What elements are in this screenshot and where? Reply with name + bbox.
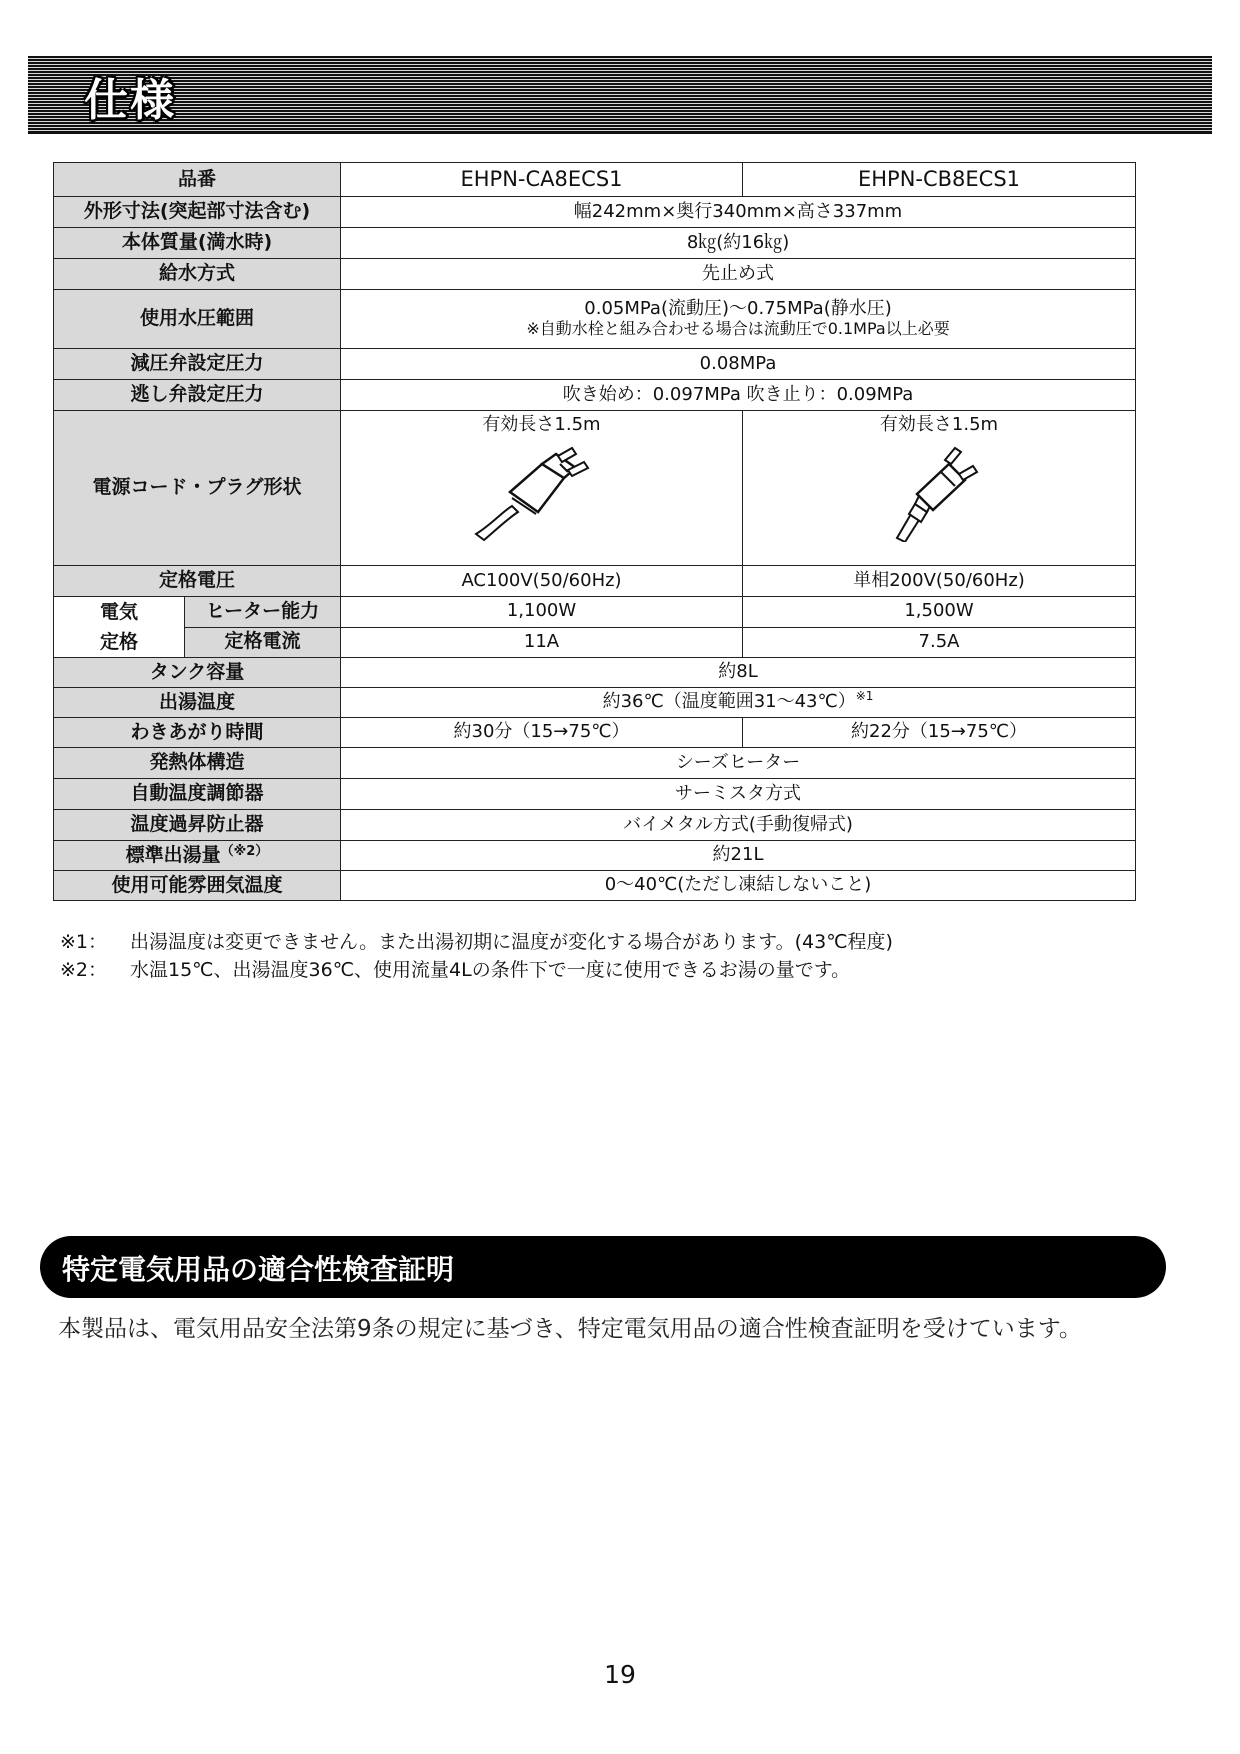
- footnote-mark: （※2）: [220, 843, 269, 859]
- footnote-marker: ※2：: [60, 959, 108, 981]
- row-value: サーミスタ方式: [341, 779, 1136, 810]
- row-value: [341, 688, 1136, 718]
- row-value-b: 7.5A: [743, 627, 1136, 658]
- footnote-text: 出湯温度は変更できません。また出湯初期に温度が変化する場合があります。(43℃程度): [130, 931, 893, 953]
- section-title: 特定電気用品の適合性検査証明: [62, 1253, 455, 1286]
- table-row: [54, 228, 1136, 259]
- footnotes: [60, 928, 893, 984]
- footnote-mark: ※1: [855, 689, 874, 704]
- model-b: EHPN-CB8ECS1: [743, 163, 1136, 197]
- row-label: [54, 841, 341, 871]
- table-row: [54, 871, 1136, 901]
- row-value: 先止め式: [341, 259, 1136, 290]
- page-title: 仕様: [84, 75, 176, 126]
- row-value-b: 約22分（15→75℃）: [743, 718, 1136, 748]
- table-row: [54, 411, 1136, 566]
- row-value: 吹き始め：0.097MPa 吹き止り：0.09MPa: [341, 380, 1136, 411]
- row-label: 定格電流: [185, 627, 341, 658]
- table-row: [54, 259, 1136, 290]
- row-value-a: 約30分（15→75℃）: [341, 718, 743, 748]
- row-label: 電源コード・プラグ形状: [54, 411, 341, 566]
- footnote-text: 水温15℃、出湯温度36℃、使用流量4Lの条件下で一度に使用できるお湯の量です。: [130, 959, 851, 981]
- row-value-b: 1,500W: [743, 597, 1136, 628]
- row-label: 外形寸法(突起部寸法含む): [54, 197, 341, 228]
- group-label-line1: 電気: [99, 601, 138, 623]
- table-row: [54, 718, 1136, 748]
- row-label: 出湯温度: [54, 688, 341, 718]
- section-header: [40, 1236, 1166, 1298]
- spec-table: [53, 162, 1136, 901]
- row-label: 自動温度調節器: [54, 779, 341, 810]
- table-row: [54, 566, 1136, 597]
- row-value: 幅242mm×奥行340mm×高さ337mm: [341, 197, 1136, 228]
- row-label: タンク容量: [54, 658, 341, 688]
- row-label: わきあがり時間: [54, 718, 341, 748]
- table-row: [54, 627, 1136, 658]
- row-label: ヒーター能力: [185, 597, 341, 628]
- electrical-group-label: [54, 597, 185, 658]
- page-header-bar: [28, 56, 1212, 134]
- row-label: 温度過昇防止器: [54, 810, 341, 841]
- row-value: 0.08MPa: [341, 349, 1136, 380]
- group-label-line2: 定格: [99, 631, 138, 653]
- table-row: [54, 748, 1136, 779]
- row-value-a: 11A: [341, 627, 743, 658]
- row-label: 定格電圧: [54, 566, 341, 597]
- row-label: 使用水圧範囲: [54, 290, 341, 349]
- row-label: 使用可能雰囲気温度: [54, 871, 341, 901]
- plug-100v-icon: [472, 442, 612, 542]
- row-value-b: 単相200V(50/60Hz): [743, 566, 1136, 597]
- row-value: シーズヒーター: [341, 748, 1136, 779]
- row-value: 約8L: [341, 658, 1136, 688]
- row-label: 給水方式: [54, 259, 341, 290]
- table-row: [54, 779, 1136, 810]
- model-a: EHPN-CA8ECS1: [341, 163, 743, 197]
- row-label: 逃し弁設定圧力: [54, 380, 341, 411]
- table-row: [54, 810, 1136, 841]
- page-number: 19: [604, 1660, 636, 1689]
- row-value: 0〜40℃(ただし凍結しないこと): [341, 871, 1136, 901]
- power-cord-a: [341, 411, 743, 566]
- row-value: バイメタル方式(手動復帰式): [341, 810, 1136, 841]
- footnote: [60, 956, 893, 984]
- table-row: [54, 597, 1136, 628]
- row-value-a: 1,100W: [341, 597, 743, 628]
- footnote: [60, 928, 893, 956]
- pressure-range: 0.05MPa(流動圧)〜0.75MPa(静水圧): [584, 298, 892, 320]
- table-row: [54, 688, 1136, 718]
- table-row: [54, 841, 1136, 871]
- footnote-marker: ※1：: [60, 931, 108, 953]
- table-row: [54, 658, 1136, 688]
- power-cord-b: [743, 411, 1136, 566]
- row-value: 8㎏(約16㎏): [341, 228, 1136, 259]
- cord-length-b: 有効長さ1.5m: [879, 414, 999, 435]
- cord-length-a: 有効長さ1.5m: [482, 414, 601, 435]
- row-label: 発熱体構造: [54, 748, 341, 779]
- outlet-temp-value: 約36℃（温度範囲31〜43℃）: [602, 691, 856, 713]
- table-row: [54, 349, 1136, 380]
- row-value: [341, 290, 1136, 349]
- row-value: 約21L: [341, 841, 1136, 871]
- row-label: 品番: [54, 163, 341, 197]
- section-body: 本製品は、電気用品安全法第9条の規定に基づき、特定電気用品の適合性検査証明を受けています。: [58, 1316, 1082, 1342]
- table-row: [54, 290, 1136, 349]
- std-output-label: 標準出湯量: [125, 843, 221, 866]
- row-value-a: AC100V(50/60Hz): [341, 566, 743, 597]
- plug-200v-icon: [879, 442, 999, 542]
- table-row: [54, 163, 1136, 197]
- pressure-note: ※自動水栓と組み合わせる場合は流動圧で0.1MPa以上必要: [526, 319, 950, 339]
- row-label: 減圧弁設定圧力: [54, 349, 341, 380]
- table-row: [54, 380, 1136, 411]
- row-label: 本体質量(満水時): [54, 228, 341, 259]
- table-row: [54, 197, 1136, 228]
